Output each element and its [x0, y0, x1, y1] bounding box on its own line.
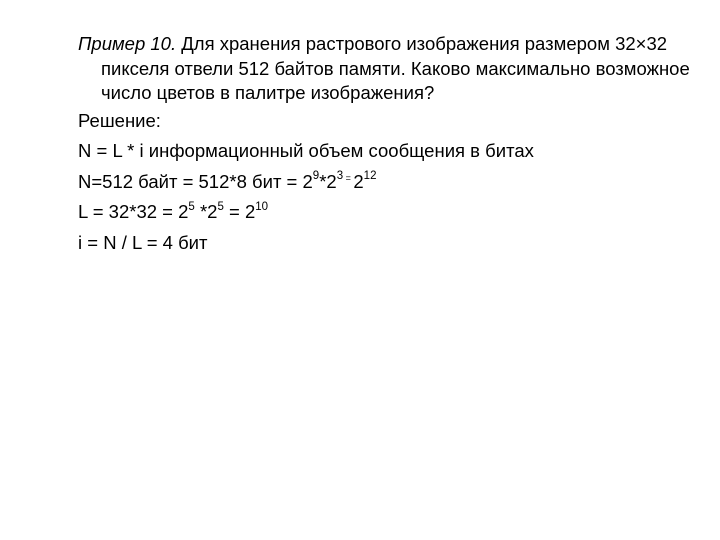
formula-l-eq: = 2: [223, 201, 256, 222]
formula-l-calculation: [78, 200, 698, 225]
formula-n-text: N=512 байт = 512*8 бит = 2: [78, 170, 313, 192]
problem-label: Пример 10.: [78, 33, 177, 54]
formula-l-exp3: 10: [255, 200, 269, 213]
formula-n-exp1: 9: [312, 170, 320, 183]
formula-n-calculation: [78, 170, 698, 195]
formula-n-base3: 2: [353, 170, 364, 192]
formula-n-mul: *2: [319, 170, 337, 192]
formula-l-exp1: 5: [188, 200, 195, 213]
problem-text: Для хранения растрового изображения размером 32×32 пикселя отвели 512 байтов памяти. Каково максимально возможное число цветов в палитре изображения?: [101, 33, 690, 103]
problem-statement: [78, 32, 698, 106]
formula-definition: [78, 139, 698, 164]
formula-l-mul: *2: [194, 201, 218, 222]
formula-n-exp2: 3: [336, 170, 344, 183]
formula-lhs: N = L * i: [78, 140, 149, 161]
formula-n-eq: =: [343, 172, 354, 183]
formula-i-result: i = N / L = 4 бит: [78, 231, 208, 253]
formula-l-exp2: 5: [217, 200, 224, 213]
slide-content: [78, 32, 698, 255]
formula-n-exp3: 12: [363, 170, 377, 183]
formula-description: информационный объем сообщения в битах: [148, 140, 534, 161]
formula-l-text: L = 32*32 = 2: [78, 201, 189, 222]
solution-heading: Решение:: [78, 109, 161, 131]
